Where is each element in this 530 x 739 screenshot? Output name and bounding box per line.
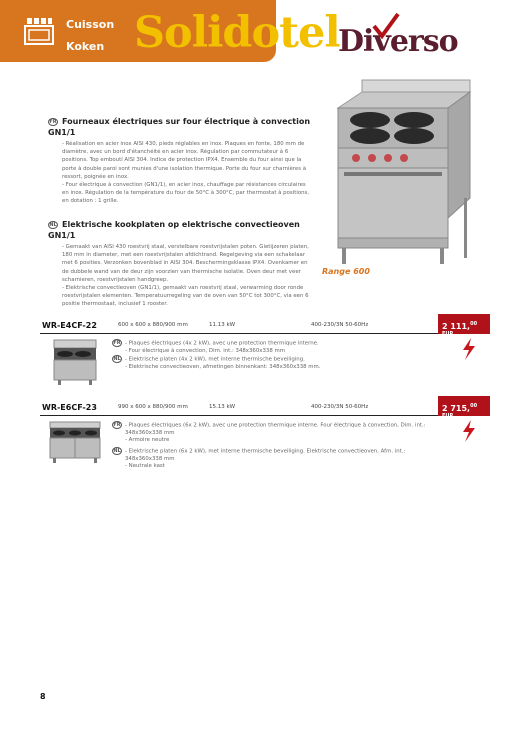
intro-nl-title: NL Elektrische kookplaten op elektrische convectieoven GN1/1 (48, 220, 300, 240)
product-code: WR-E6CF-23 (42, 403, 97, 412)
desc-nl-line-2: 348x360x338 mm (125, 455, 175, 462)
intro-nl-section (48, 219, 310, 309)
product-voltage: 400-230/3N 50-60Hz (311, 404, 369, 410)
desc-fr-line-1: FR - Plaques électriques (4x 2 kW), avec une protection thermique interne. (113, 340, 319, 347)
lang-badge-fr: FR (49, 118, 57, 125)
category-label-fr: Cuisson (66, 18, 115, 31)
checkmark-icon (370, 12, 400, 40)
product-row-2 (40, 400, 490, 419)
product-voltage: 400-230/3N 50-60Hz (311, 322, 369, 328)
product-power: 15.13 kW (209, 404, 236, 410)
product-desc-2 (112, 421, 442, 470)
page-number: 8 (40, 692, 46, 701)
lang-badge-fr: FR (113, 422, 121, 428)
desc-nl-line-2: - Elektrische convectieoven, afmetingen binnenkant: 348x360x338 mm. (125, 364, 321, 371)
lang-badge-nl: NL (113, 356, 121, 363)
product-row-1 (40, 318, 490, 337)
desc-fr-line-3: - Armoire neutre (125, 437, 170, 444)
intro-nl-body: - Gemaakt van AISI 430 roestvrij staal, verstelbare roestvrijstalen poten. Gietijzeren platen, 180 mm in diameter, met een roestvrijstalen afdichtrand. Regelgeving via een schakelaar met 6 posities. Verzonken bovenblad in AISI 304. Beschermingsklasse IPX4. Ovenkamer en de dubbele wand van de deur zijn voorzien van thermische isolatie. Oven deur met veer scharnieren, roestvrijstalen handgreep. - Elektrische convectieoven (GN1/1), gemaakt van roestvrij staal, verwarming door ronde roestvrijstalen elementen. Temperatuurregeling van de oven van 50°C tot 300°C, via een 6 positie thermostaat, inclusief 1 rooster. (62, 244, 309, 308)
lang-badge-nl: NL (49, 221, 57, 228)
lang-badge-nl: NL (113, 447, 121, 454)
intro-fr-title: FR Fourneaux électriques sur four électrique à convection GN1/1 (48, 117, 311, 137)
brand-sub-logo: Diverso (338, 24, 458, 59)
product-image-2 (48, 420, 102, 464)
cooker-range-image (330, 78, 476, 266)
category-label-nl: Koken (66, 40, 105, 53)
product-dimensions: 990 x 600 x 880/900 mm (118, 404, 188, 410)
electric-bolt-icon (461, 338, 477, 360)
price-badge: 2 715,$^{00 EUR}$ (438, 396, 490, 416)
product-dimensions: 600 x 600 x 880/900 mm (118, 322, 188, 328)
brand-logo: Solidotel (134, 8, 340, 58)
product-power: 11.13 kW (209, 322, 236, 328)
desc-nl-line-1: NL - Elektrische platen (6x 2 kW), met interne thermische beveiliging. Elektrische convectieoven, Afm. int.: (113, 447, 406, 455)
desc-nl-line-3: - Neutrale kast (125, 463, 165, 470)
oven-category-icon (22, 14, 56, 48)
lang-badge-fr: FR (113, 340, 121, 346)
desc-fr-line-2: - Four électrique à convection, Dim. int.: 348x360x338 mm (125, 347, 285, 354)
desc-fr-line-2: 348x360x338 mm (125, 429, 175, 436)
range-label: Range 600 (322, 267, 370, 276)
price-badge: 2 111,$^{00 EUR}$ (438, 314, 490, 334)
desc-fr-line-1: FR - Plaques électriques (6x 2 kW), avec une protection thermique interne. Four électrique à convection, Dim. int.: (113, 422, 426, 429)
desc-nl-line-1: NL - Elektrische platen (4x 2 kW), met interne thermische beveiliging. (113, 356, 305, 363)
product-code: WR-E4CF-22 (42, 321, 97, 330)
intro-fr-section (48, 116, 310, 206)
intro-fr-body: - Réalisation en acier inox AISI 430, pieds réglables en inox. Plaques en fonte, 180 mm de diamètre, avec un bord d'étanchéité en acier inox. Régulation par commutateur à 6 positions. Top emboutí AISI 304. Indice de protection IPX4. Ensemble du four ainsi que la porte à double paroi sont munies d'une isolation thermique. Porte du four sur charnières à ressort, poignée en inox. - Four électrique à convection (GN1/1), en acier inox, chauffage par résistances circulaires en inox. Régulation de la température du four de 50°C à 300°C, par thermostat à positions, en dotation : 1 grille. (62, 141, 310, 205)
electric-bolt-icon (461, 420, 477, 442)
product-image-1 (50, 338, 100, 386)
product-desc-1 (112, 339, 442, 372)
